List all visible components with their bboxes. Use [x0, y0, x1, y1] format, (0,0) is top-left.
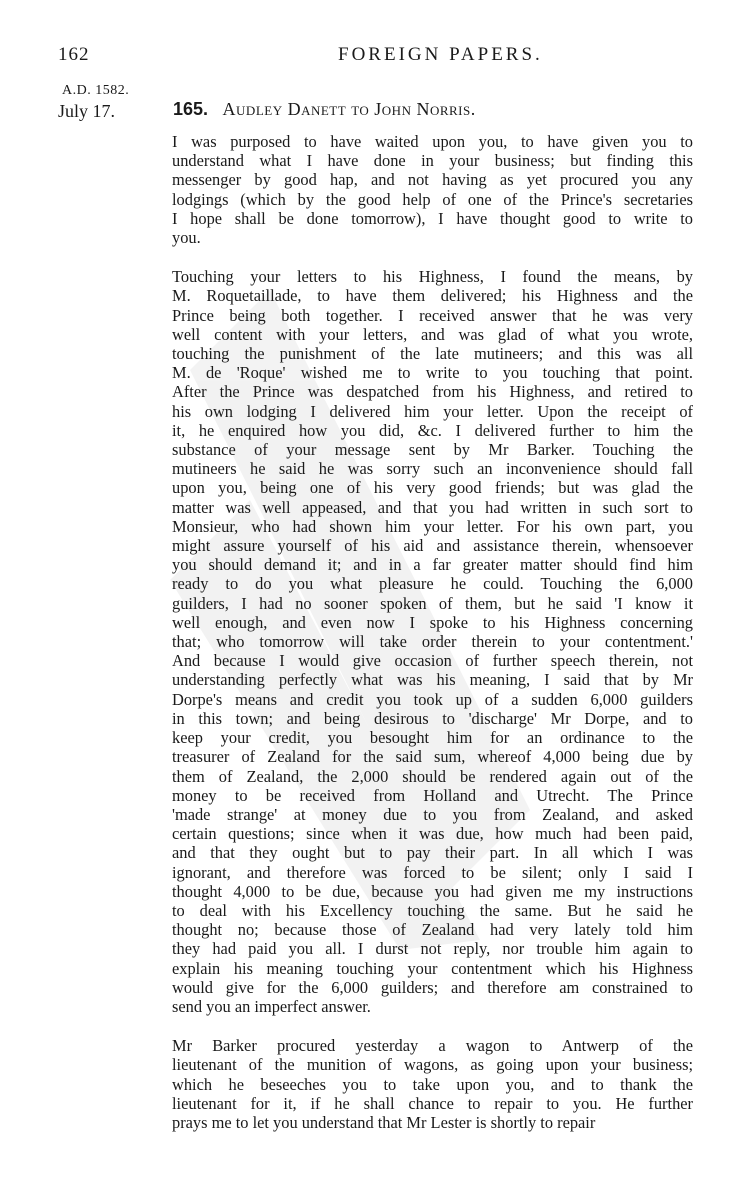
text-line: send you an imperfect answer.: [172, 996, 371, 1016]
text-line: lieutenant of the munition of wagons, as going upon your business;: [172, 1055, 693, 1075]
entry-title: Audley Danett to John Norris.: [222, 99, 476, 119]
text-line: which he beseeches you to take upon you, and to thank the: [172, 1074, 693, 1094]
text-line: you should demand it; and in a far greater matter should find him: [172, 555, 693, 575]
text-line: understand what I have done in your business; but finding this: [172, 151, 693, 171]
margin-date: [58, 82, 168, 122]
margin-day: July 17.: [58, 101, 116, 121]
running-title: FOREIGN PAPERS.: [338, 44, 543, 65]
text-line: lieutenant for it, if he shall chance to repair to you. He further: [172, 1093, 693, 1113]
body-text: [172, 132, 693, 1152]
text-line: his own lodging I delivered him your letter. Upon the receipt of: [172, 401, 693, 421]
text-line: prays me to let you understand that Mr Lester is shortly to repair: [172, 1112, 596, 1132]
text-line: understanding perfectly what was his meaning, I said that by Mr: [172, 670, 693, 690]
paragraph: [172, 267, 693, 1016]
text-line: would give for the 6,000 guilders; and therefore am constrained to: [172, 977, 693, 997]
text-line: Monsieur, who had shown him your letter. For his own part, you: [172, 516, 693, 536]
text-line: them of Zealand, the 2,000 should be rendered again out of the: [172, 766, 693, 786]
text-line: messenger by good hap, and not having as yet procured you any: [172, 170, 693, 190]
text-line: 'made strange' at money due to you from Zealand, and asked: [172, 804, 693, 824]
text-line: substance of your message sent by Mr Barker. Touching the: [172, 440, 693, 460]
text-line: might assure yourself of his aid and assistance therein, whensoever: [172, 536, 693, 556]
text-line: matter was well appeased, and that you had written in such sort to: [172, 497, 693, 517]
text-line: to deal with his Excellency touching the same. But he said he: [172, 900, 693, 920]
running-head: [58, 44, 698, 68]
text-line: well content with your letters, and was glad of what you wrote,: [172, 324, 693, 344]
text-line: touching the punishment of the late mutineers; and this was all: [172, 344, 693, 364]
text-line: M. de 'Roque' wished me to write to you touching that point.: [172, 363, 693, 383]
text-line: treasurer of Zealand for the said sum, whereof 4,000 being due by: [172, 747, 693, 767]
text-line: in this town; and being desirous to 'discharge' Mr Dorpe, and to: [172, 708, 693, 728]
text-line: mutineers he said he was sorry such an inconvenience should fall: [172, 459, 693, 479]
text-line: I hope shall be done tomorrow), I have thought good to write to: [172, 208, 693, 228]
page-number: 162: [58, 44, 90, 65]
text-line: thought 4,000 to be due, because you had given me my instructions: [172, 881, 693, 901]
text-line: money to be received from Holland and Utrecht. The Prince: [172, 785, 693, 805]
paragraph: [172, 1036, 693, 1132]
text-line: and that they ought but to pay their part. In all which I was: [172, 843, 693, 863]
text-line: it, he enquired how you did, &c. I delivered further to him the: [172, 420, 693, 440]
text-line: you.: [172, 228, 201, 248]
text-line: well enough, and even now I spoke to his Highness concerning: [172, 612, 693, 632]
text-line: guilders, I had no sooner spoken of them, but he said 'I know it: [172, 593, 693, 613]
text-line: lodgings (which by the good help of one of the Prince's secretaries: [172, 189, 693, 209]
text-line: Dorpe's means and credit you took up of a sudden 6,000 guilders: [172, 689, 693, 709]
text-line: ignorant, and therefore was forced to be silent; only I said I: [172, 862, 693, 882]
entry-number: 165.: [173, 99, 209, 119]
text-line: certain questions; since when it was due, how much had been paid,: [172, 824, 693, 844]
text-line: they had paid you all. I durst not reply, nor trouble him again to: [172, 939, 693, 959]
margin-year: A.D. 1582.: [62, 83, 130, 98]
text-line: keep your credit, you besought him for an ordinance to the: [172, 728, 693, 748]
text-line: Mr Barker procured yesterday a wagon to Antwerp of the: [172, 1036, 693, 1056]
text-line: thought no; because those of Zealand had very lately told him: [172, 920, 693, 940]
text-line: Touching your letters to his Highness, I found the means, by: [172, 267, 693, 287]
text-line: ready to do you what pleasure he could. Touching the 6,000: [172, 574, 693, 594]
text-line: Prince being both together. I received answer that he was very: [172, 305, 693, 325]
text-line: that; who tomorrow will take order therein to your contentment.': [172, 632, 693, 652]
text-line: I was purposed to have waited upon you, to have given you to: [172, 132, 693, 151]
paragraph: [172, 132, 693, 247]
text-line: upon you, being one of his very good friends; but was glad the: [172, 478, 693, 498]
text-line: After the Prince was despatched from his Highness, and retired to: [172, 382, 693, 402]
text-line: M. Roquetaillade, to have them delivered; his Highness and the: [172, 286, 693, 306]
text-line: And because I would give occasion of further speech therein, not: [172, 651, 693, 671]
entry-heading: [173, 98, 693, 120]
text-line: explain his meaning touching your contentment which his Highness: [172, 958, 693, 978]
